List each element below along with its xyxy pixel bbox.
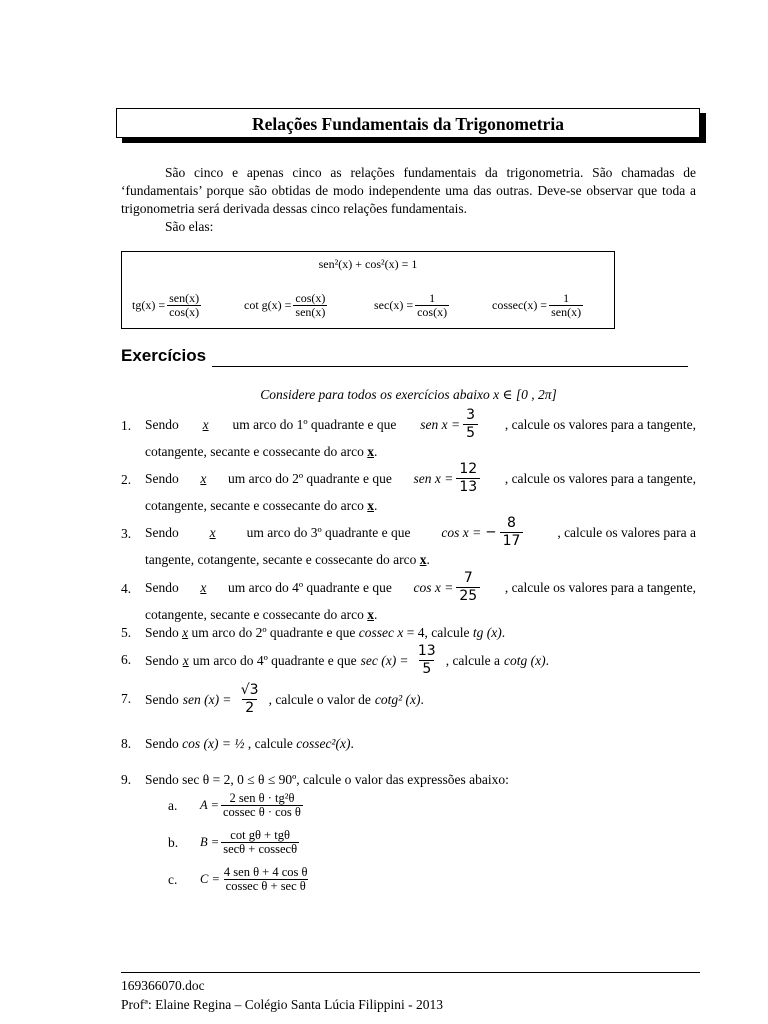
exercise-text: Sendo <box>145 416 179 432</box>
exercise-text: Sendo <box>145 470 179 486</box>
formula-cotg-den: sen(x) <box>295 304 326 319</box>
exercise-9c <box>168 866 312 893</box>
formula-tg-den: cos(x) <box>169 304 200 319</box>
formula-cotg-lhs: cot g(x) = <box>244 297 292 312</box>
intro-sao-elas: São elas: <box>165 219 214 234</box>
formula-sec-den: cos(x) <box>417 304 448 319</box>
sub-fraction <box>221 792 303 819</box>
exercise-text: Sendo <box>145 579 179 595</box>
exercise-var-x-bold: x <box>367 498 375 513</box>
sub-lhs: B = <box>200 835 220 850</box>
exercise-var-x: x <box>182 652 189 668</box>
sub-label: c. <box>168 871 178 887</box>
exercise-target-function: tg (x) <box>472 625 502 640</box>
exercise-end: . <box>374 607 378 622</box>
exercise-fraction <box>456 461 480 496</box>
exercise-text: Sendo <box>145 691 179 707</box>
exercise-7 <box>121 680 696 718</box>
exercise-target-function: cotg² (x) <box>374 691 421 707</box>
exercise-minus-sign: − <box>485 523 497 540</box>
exercise-number: 4. <box>121 581 132 596</box>
exercise-8 <box>121 735 696 755</box>
sub-fraction <box>222 866 310 893</box>
fraction-num: 4 sen θ + 4 cos θ <box>223 865 308 879</box>
exercise-number: 7. <box>121 691 132 706</box>
title-box <box>116 108 700 138</box>
exercise-5 <box>121 624 696 644</box>
exercise-text: Sendo <box>145 652 179 668</box>
fraction-den: 13 <box>456 478 480 496</box>
exercise-given <box>441 515 526 550</box>
exercise-number: 9. <box>121 772 132 787</box>
exercise-function: cos (x) = ½ <box>182 736 245 751</box>
exercise-number: 3. <box>121 526 132 541</box>
exercise-text: um arco do 1º quadrante e que <box>232 416 397 432</box>
exercise-3 <box>121 514 696 566</box>
formula-sec-frac <box>415 292 449 318</box>
fraction-den: cossec θ · cos θ <box>222 805 301 820</box>
exercise-given <box>414 570 484 605</box>
fraction-den: cossec θ + sec θ <box>225 879 306 894</box>
exercise-text: Sendo <box>145 524 179 540</box>
exercise-function: cossec x <box>358 625 404 640</box>
exercise-text: Sendo sec θ = 2, 0 ≤ θ ≤ 90º, calcule o valor das expressões abaixo: <box>145 772 509 787</box>
sub-fraction <box>221 829 299 856</box>
fraction-num: 7 <box>463 569 473 586</box>
exercise-var-x: x <box>200 470 207 486</box>
page-title: Relações Fundamentais da Trigonometria <box>252 114 564 134</box>
exercise-target-function: cotg (x) <box>504 652 546 668</box>
exercise-text: , calcule os valores para a tangente, <box>504 470 696 486</box>
exercise-end: . <box>420 691 424 707</box>
exercise-number: 1. <box>121 418 132 433</box>
exercise-equals: = <box>400 652 408 668</box>
exercise-given <box>420 407 481 442</box>
exercise-text: Sendo <box>145 625 179 640</box>
exercise-given <box>414 461 484 496</box>
formula-box <box>121 251 615 329</box>
exercise-fraction <box>463 407 478 442</box>
formula-pythagorean: sen²(x) + cos²(x) = 1 <box>318 257 418 271</box>
fraction-num: cot gθ + tgθ <box>230 828 290 842</box>
fraction-den: 5 <box>419 660 434 678</box>
footer-author: Profª: Elaine Regina – Colégio Santa Lúcia Filippini - 2013 <box>121 997 444 1012</box>
fraction-num: 3 <box>466 406 475 423</box>
exercise-text: um arco do 2º quadrante e que <box>191 625 356 640</box>
fraction-num: 2 sen θ · tg²θ <box>229 791 295 805</box>
fraction-den: secθ + cossecθ <box>223 842 298 857</box>
exercise-var-x-bold: x <box>367 444 375 459</box>
formula-cotg-frac <box>293 292 327 318</box>
formula-tg-lhs: tg(x) = <box>132 297 166 312</box>
exercise-text: Sendo <box>145 736 179 751</box>
exercise-fraction <box>238 682 262 717</box>
exercise-text: , calcule os valores para a tangente, <box>504 579 696 595</box>
exercise-6 <box>121 642 696 678</box>
exercise-var-x: x <box>202 416 209 432</box>
exercise-text: tangente, cotangente, secante e cossecante do arco <box>145 552 417 567</box>
exercise-target-function: cossec²(x) <box>296 736 351 751</box>
exercise-var-x-bold: x <box>419 552 427 567</box>
exercise-number: 2. <box>121 472 132 487</box>
exercise-function: sen x = <box>413 470 454 486</box>
exercise-function: sen (x) <box>182 691 220 707</box>
exercise-9 <box>121 771 696 791</box>
formula-cossec-frac <box>549 292 583 318</box>
exercise-text: um arco do 3º quadrante e que <box>246 524 411 540</box>
exercise-text: cotangente, secante e cossecante do arco <box>145 498 364 513</box>
exercise-function: cos x = <box>441 524 482 540</box>
exercise-fraction <box>415 643 439 678</box>
formula-sec <box>374 292 451 318</box>
exercise-text: um arco do 4º quadrante e que <box>228 579 392 595</box>
exercise-var-x: x <box>209 524 216 540</box>
exercise-4 <box>121 569 696 621</box>
exercise-function: sec (x) <box>360 652 397 668</box>
exercise-var-x: x <box>182 625 189 640</box>
exercise-9a <box>168 792 305 819</box>
formula-cossec-num: 1 <box>563 291 570 305</box>
exercise-fraction <box>456 570 480 605</box>
exercise-end: . <box>545 652 550 668</box>
formula-sec-lhs: sec(x) = <box>374 297 414 312</box>
exercise-1 <box>121 406 696 458</box>
formula-tg-frac <box>167 292 201 318</box>
fraction-num: 8 <box>507 514 516 531</box>
exercise-text: , calcule <box>247 736 293 751</box>
fraction-den: 2 <box>242 699 257 717</box>
intro <box>121 164 696 236</box>
exercise-text: , calcule os valores para a tangente, <box>504 416 696 432</box>
exercise-text: cotangente, secante e cossecante do arco <box>145 607 364 622</box>
footer-filename: 169366070.doc <box>121 978 205 993</box>
fraction-den: 5 <box>463 424 478 442</box>
fraction-num: √3 <box>240 681 259 698</box>
exercise-text: , calcule os valores para a <box>557 524 696 540</box>
formula-sec-num: 1 <box>429 291 436 305</box>
sub-label: a. <box>168 797 178 813</box>
formula-tg-num: sen(x) <box>169 291 200 305</box>
exercise-number: 6. <box>121 652 132 667</box>
exercise-fraction <box>500 515 524 550</box>
exercise-9b <box>168 829 301 856</box>
exercise-var-x: x <box>200 579 207 595</box>
fraction-den: 17 <box>500 532 524 550</box>
exercise-text: cotangente, secante e cossecante do arco <box>145 444 364 459</box>
exercises-consider: Considere para todos os exercícios abaixo x ∈ [0 , 2π] <box>260 387 557 402</box>
exercise-end: . <box>426 552 430 567</box>
exercise-function: sen x = <box>420 416 461 432</box>
exercises-heading: Exercícios <box>121 346 207 365</box>
exercise-2 <box>121 460 696 512</box>
formula-tg <box>132 292 203 318</box>
exercises-heading-rule <box>212 366 688 367</box>
exercise-var-x-bold: x <box>367 607 375 622</box>
exercise-equals: = <box>223 691 231 707</box>
formula-cossec <box>492 292 585 318</box>
formula-cossec-den: sen(x) <box>551 304 582 319</box>
intro-paragraph: São cinco e apenas cinco as relações fundamentais da trigonometria. São chamadas de ‘fundamentais’ porque são obtidas de modo independente uma das outras. Deve-se observar que toda a trigonometria será derivada dessas cinco relações fundamentais. <box>121 165 696 216</box>
sub-lhs: A = <box>200 798 219 813</box>
exercise-text: , calcule a <box>445 652 501 668</box>
exercise-text: , calcule o valor de <box>268 691 371 707</box>
sub-lhs: C = <box>200 872 220 887</box>
exercise-text: um arco do 2º quadrante e que <box>228 470 392 486</box>
formula-cossec-lhs: cossec(x) = <box>492 297 548 312</box>
exercise-number: 5. <box>121 625 132 640</box>
exercise-number: 8. <box>121 736 132 751</box>
exercise-function: cos x = <box>413 579 454 595</box>
sub-label: b. <box>168 834 179 850</box>
exercise-end: . <box>501 625 506 640</box>
exercise-text: = 4, calcule <box>406 625 470 640</box>
formula-cotg-num: cos(x) <box>295 291 326 305</box>
exercise-end: . <box>374 498 378 513</box>
formula-cotg <box>244 292 329 318</box>
exercise-end: . <box>374 444 378 459</box>
fraction-num: 12 <box>459 460 478 477</box>
exercise-end: . <box>350 736 354 751</box>
fraction-den: 25 <box>456 587 480 605</box>
exercise-text: um arco do 4º quadrante e que <box>192 652 357 668</box>
fraction-num: 13 <box>417 642 436 659</box>
footer-rule <box>121 972 700 973</box>
